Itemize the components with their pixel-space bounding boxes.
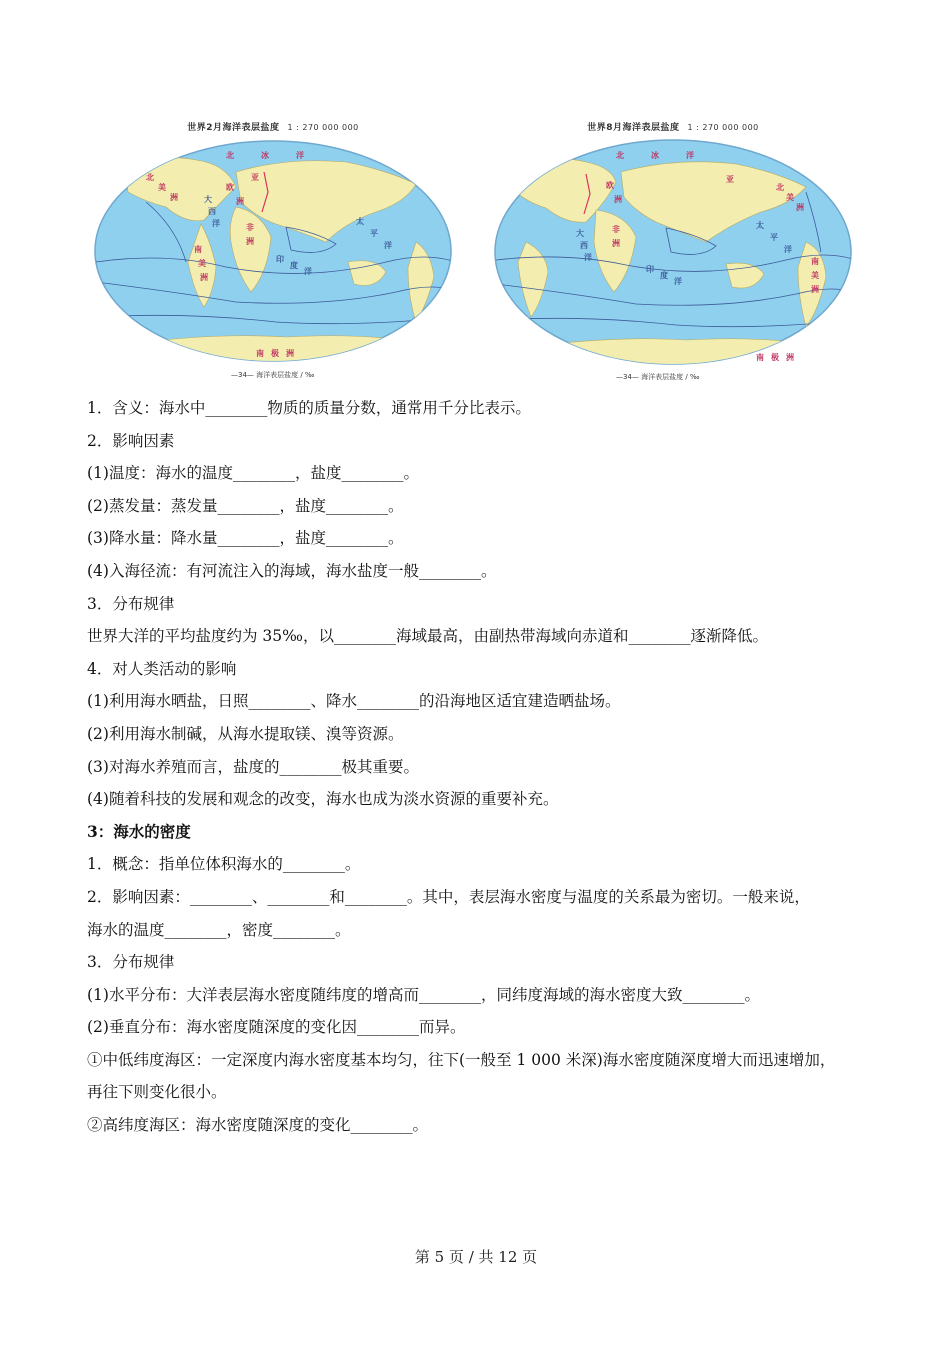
svg-text:洋: 洋 — [304, 267, 312, 276]
svg-text:亚: 亚 — [251, 173, 259, 182]
svg-text:洲: 洲 — [612, 239, 620, 248]
svg-text:极: 极 — [271, 349, 279, 358]
text-line: (2)蒸发量：蒸发量________，盐度________。 — [87, 496, 404, 515]
map-august-salinity — [486, 118, 860, 386]
svg-text:西: 西 — [208, 207, 216, 216]
text-line: 2．影响因素 — [87, 431, 175, 450]
svg-text:非: 非 — [612, 225, 620, 234]
world-map-august — [486, 132, 860, 372]
text-line: ①中低纬度海区：一定深度内海水密度基本均匀，往下(一般至 1 000 米深)海水密度随深度增大而迅速增加， — [87, 1050, 836, 1069]
svg-text:洋: 洋 — [296, 151, 304, 160]
svg-text:南: 南 — [194, 245, 202, 254]
map-title: 世界2月海洋表层盐度 1 : 270 000 000 — [187, 123, 359, 133]
svg-text:大: 大 — [204, 195, 212, 204]
text-line: (4)入海径流：有河流注入的海域，海水盐度一般________。 — [87, 561, 497, 580]
svg-text:非: 非 — [246, 223, 254, 232]
svg-text:北: 北 — [226, 151, 234, 160]
text-line: (2)垂直分布：海水密度随深度的变化因________而异。 — [87, 1018, 466, 1037]
svg-text:洲: 洲 — [614, 195, 622, 204]
svg-text:欧: 欧 — [226, 183, 234, 192]
svg-text:印: 印 — [646, 265, 654, 274]
svg-text:太: 太 — [356, 217, 364, 226]
svg-text:北: 北 — [776, 183, 784, 192]
svg-text:南: 南 — [811, 257, 819, 266]
svg-text:西: 西 — [580, 241, 588, 250]
svg-text:洲: 洲 — [246, 237, 254, 246]
text-line: (4)随着科技的发展和观念的改变，海水也成为淡水资源的重要补充。 — [87, 790, 559, 809]
text-line: (3)降水量：降水量________，盐度________。 — [87, 529, 404, 548]
svg-text:冰: 冰 — [651, 151, 659, 160]
svg-text:印: 印 — [276, 255, 284, 264]
svg-text:南: 南 — [256, 349, 264, 358]
text-line: 1．概念：指单位体积海水的________。 — [87, 855, 361, 874]
map-legend: —34— 海洋表层盐度 / ‰ — [616, 373, 700, 381]
svg-text:洋: 洋 — [584, 253, 592, 262]
text-line: (2)利用海水制碱，从海水提取镁、溴等资源。 — [87, 724, 404, 743]
text-line: (3)对海水养殖而言，盐度的________极其重要。 — [87, 757, 419, 776]
text-line: 2．影响因素：________、________和________。其中，表层海水密度与温度的关系最为密切。一般来说， — [87, 887, 810, 906]
text-line: (1)水平分布：大洋表层海水密度随纬度的增高而________，同纬度海域的海水密度大致________。 — [87, 985, 760, 1004]
svg-text:太: 太 — [756, 221, 764, 230]
map-legend: —34— 海洋表层盐度 / ‰ — [231, 371, 315, 379]
svg-text:洋: 洋 — [674, 277, 682, 286]
svg-text:洲: 洲 — [236, 197, 244, 206]
svg-text:美: 美 — [811, 271, 819, 280]
map-title: 世界8月海洋表层盐度 1 : 270 000 000 — [587, 123, 759, 133]
salinity-maps — [86, 118, 866, 386]
svg-text:洋: 洋 — [784, 245, 792, 254]
page-footer: 第 5 页 / 共 12 页 — [414, 1248, 538, 1266]
svg-text:度: 度 — [660, 271, 668, 280]
svg-text:欧: 欧 — [606, 181, 614, 190]
svg-text:北: 北 — [146, 173, 154, 182]
text-line: 4．对人类活动的影响 — [87, 659, 237, 678]
text-line: 3．分布规律 — [87, 953, 175, 972]
svg-text:洲: 洲 — [796, 203, 804, 212]
svg-text:洋: 洋 — [686, 151, 694, 160]
svg-text:洲: 洲 — [200, 273, 208, 282]
svg-text:洲: 洲 — [170, 193, 178, 202]
text-line: 海水的温度________，密度________。 — [87, 920, 351, 939]
svg-text:北: 北 — [616, 151, 624, 160]
svg-text:南: 南 — [756, 353, 764, 362]
text-line: 再往下则变化很小。 — [87, 1083, 227, 1102]
svg-text:美: 美 — [158, 183, 166, 192]
svg-text:极: 极 — [771, 353, 779, 362]
svg-text:大: 大 — [576, 229, 584, 238]
svg-text:平: 平 — [770, 233, 778, 242]
svg-text:平: 平 — [370, 229, 378, 238]
svg-text:洋: 洋 — [212, 219, 220, 228]
svg-text:洲: 洲 — [286, 349, 294, 358]
world-map-february — [86, 132, 460, 370]
svg-text:洋: 洋 — [384, 241, 392, 250]
svg-text:洲: 洲 — [786, 353, 794, 362]
svg-text:美: 美 — [198, 259, 206, 268]
map-february-salinity — [86, 118, 460, 386]
svg-text:度: 度 — [290, 261, 298, 270]
text-line: 1．含义：海水中________物质的质量分数，通常用千分比表示。 — [87, 399, 531, 417]
text-line: 世界大洋的平均盐度约为 35‰，以________海域最高，由副热带海域向赤道和________逐渐降低。 — [87, 627, 768, 646]
svg-text:洲: 洲 — [811, 285, 819, 294]
section-heading: 3：海水的密度 — [87, 821, 191, 841]
text-line: ②高纬度海区：海水密度随深度的变化________。 — [87, 1116, 429, 1135]
svg-text:冰: 冰 — [261, 151, 269, 160]
text-line: 3．分布规律 — [87, 594, 175, 613]
worksheet-text — [87, 392, 867, 1142]
text-line: (1)温度：海水的温度________，盐度________。 — [87, 464, 419, 483]
text-line: (1)利用海水晒盐，日照________、降水________的沿海地区适宜建造晒盐场。 — [87, 692, 621, 711]
svg-text:亚: 亚 — [726, 175, 734, 184]
svg-text:美: 美 — [786, 193, 794, 202]
